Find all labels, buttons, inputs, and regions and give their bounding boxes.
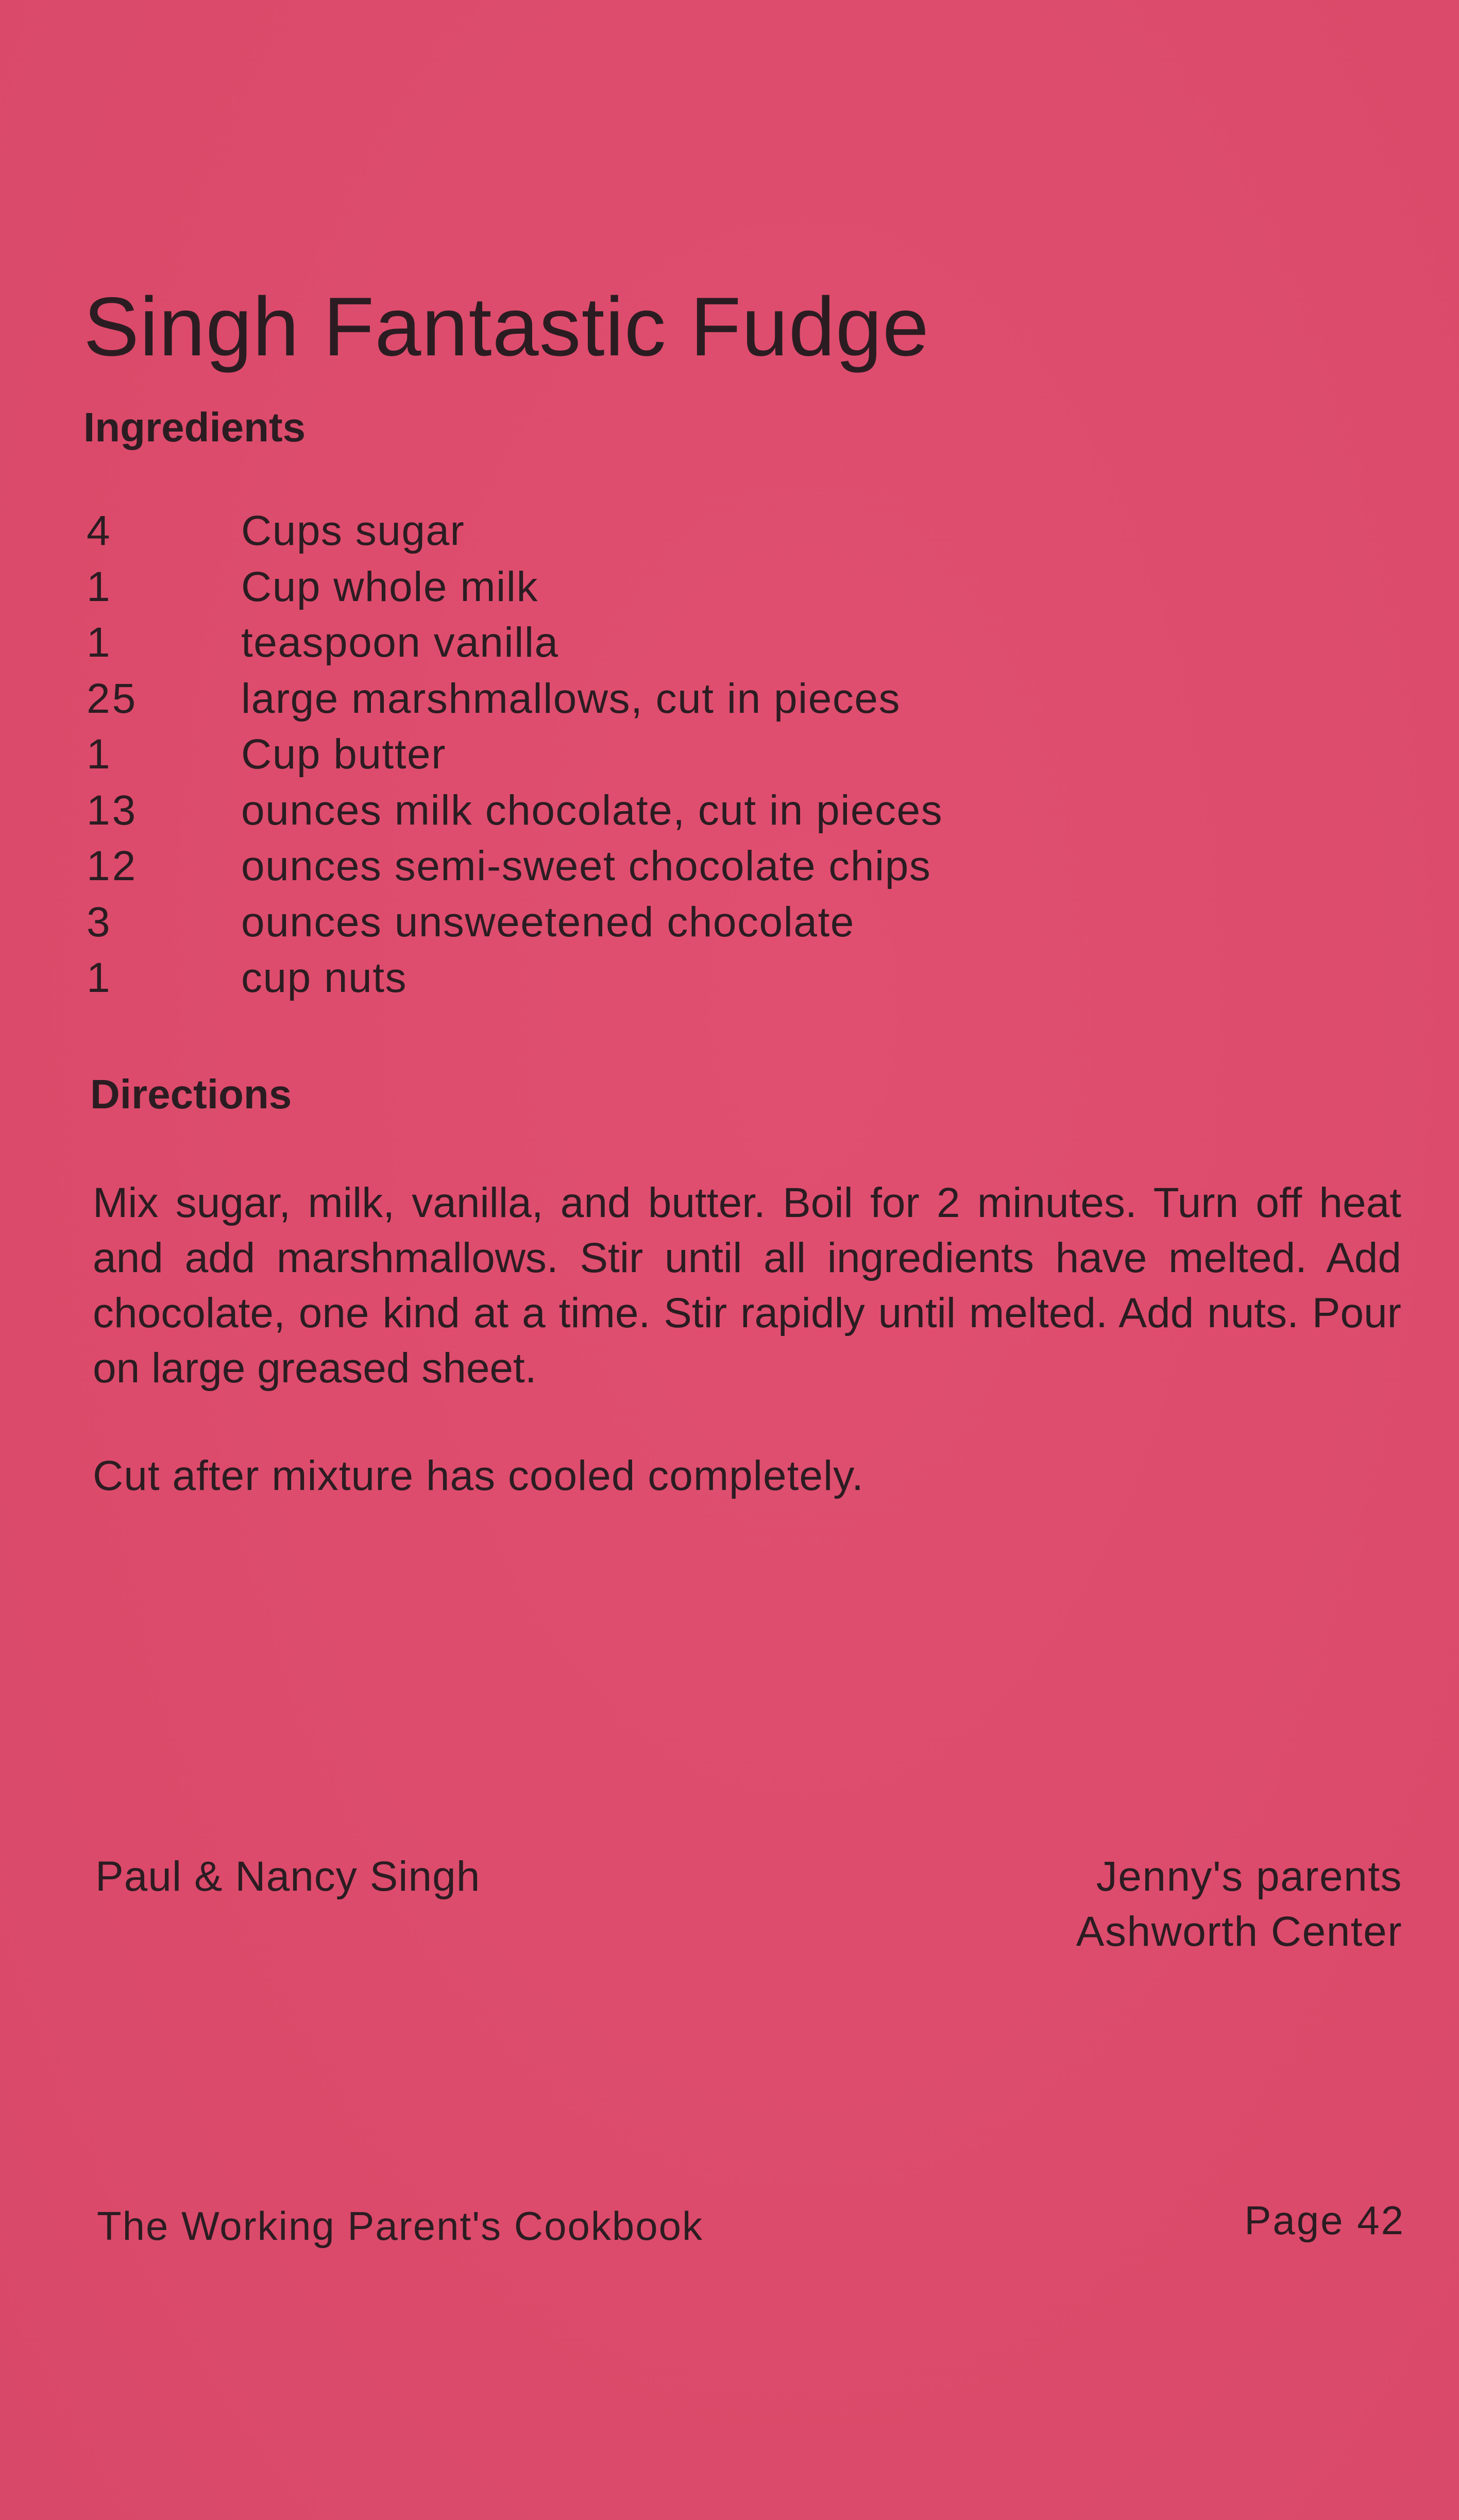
ingredient-name: cup nuts: [241, 954, 407, 1001]
ingredient-name: teaspoon vanilla: [241, 619, 559, 666]
author-center: Ashworth Center: [1076, 1908, 1402, 1955]
ingredient-row: [87, 563, 1117, 622]
ingredient-quantity: 1: [87, 563, 112, 610]
ingredient-row: [87, 786, 1117, 846]
ingredient-row: [87, 845, 1117, 901]
ingredient-row: [87, 733, 1117, 790]
ingredient-list: [87, 507, 1117, 1013]
ingredient-quantity: 12: [87, 843, 138, 889]
ingredient-name: Cups sugar: [241, 507, 465, 554]
ingredient-quantity: 1: [87, 731, 112, 778]
ingredient-row: [87, 898, 1117, 957]
ingredient-name: ounces semi-sweet chocolate chips: [241, 843, 931, 889]
ingredient-row: [87, 619, 1117, 678]
ingredient-row: [87, 507, 1117, 566]
ingredient-name: ounces unsweetened chocolate: [241, 898, 855, 946]
directions-paragraph: Mix sugar, milk, vanilla, and butter. Boil for 2 minutes. Turn off heat and add marshmallows. Stir until all ingredients have melted. Add chocolate, one kind at a time. Stir rapidly until melted. Add nuts. Pour on large greased sheet.: [93, 1179, 1401, 1392]
ingredient-quantity: 4: [87, 507, 112, 554]
ingredient-quantity: 1: [87, 619, 112, 666]
directions-heading: Directions: [90, 1071, 292, 1117]
ingredient-row: [87, 675, 1117, 734]
ingredient-name: large marshmallows, cut in pieces: [241, 675, 901, 722]
recipe-title: Singh Fantastic Fudge: [83, 280, 929, 373]
ingredient-quantity: 1: [87, 954, 112, 1001]
ingredient-name: Cup butter: [241, 731, 446, 778]
ingredients-heading: Ingredients: [83, 404, 306, 450]
author-relation: Jenny's parents: [1096, 1853, 1402, 1900]
directions-note: Cut after mixture has cooled completely.: [93, 1452, 864, 1499]
footer-book-title: The Working Parent's Cookbook: [97, 2203, 704, 2249]
footer-page-number: Page 42: [1244, 2198, 1405, 2243]
recipe-author: Paul & Nancy Singh: [95, 1853, 481, 1900]
ingredient-name: Cup whole milk: [241, 563, 538, 610]
ingredient-name: ounces milk chocolate, cut in pieces: [241, 786, 943, 834]
ingredient-quantity: 13: [87, 786, 138, 834]
author-note: [1076, 1849, 1402, 1959]
ingredient-quantity: 25: [87, 675, 138, 722]
ingredient-quantity: 3: [87, 898, 112, 946]
ingredient-row: [87, 954, 1117, 1013]
